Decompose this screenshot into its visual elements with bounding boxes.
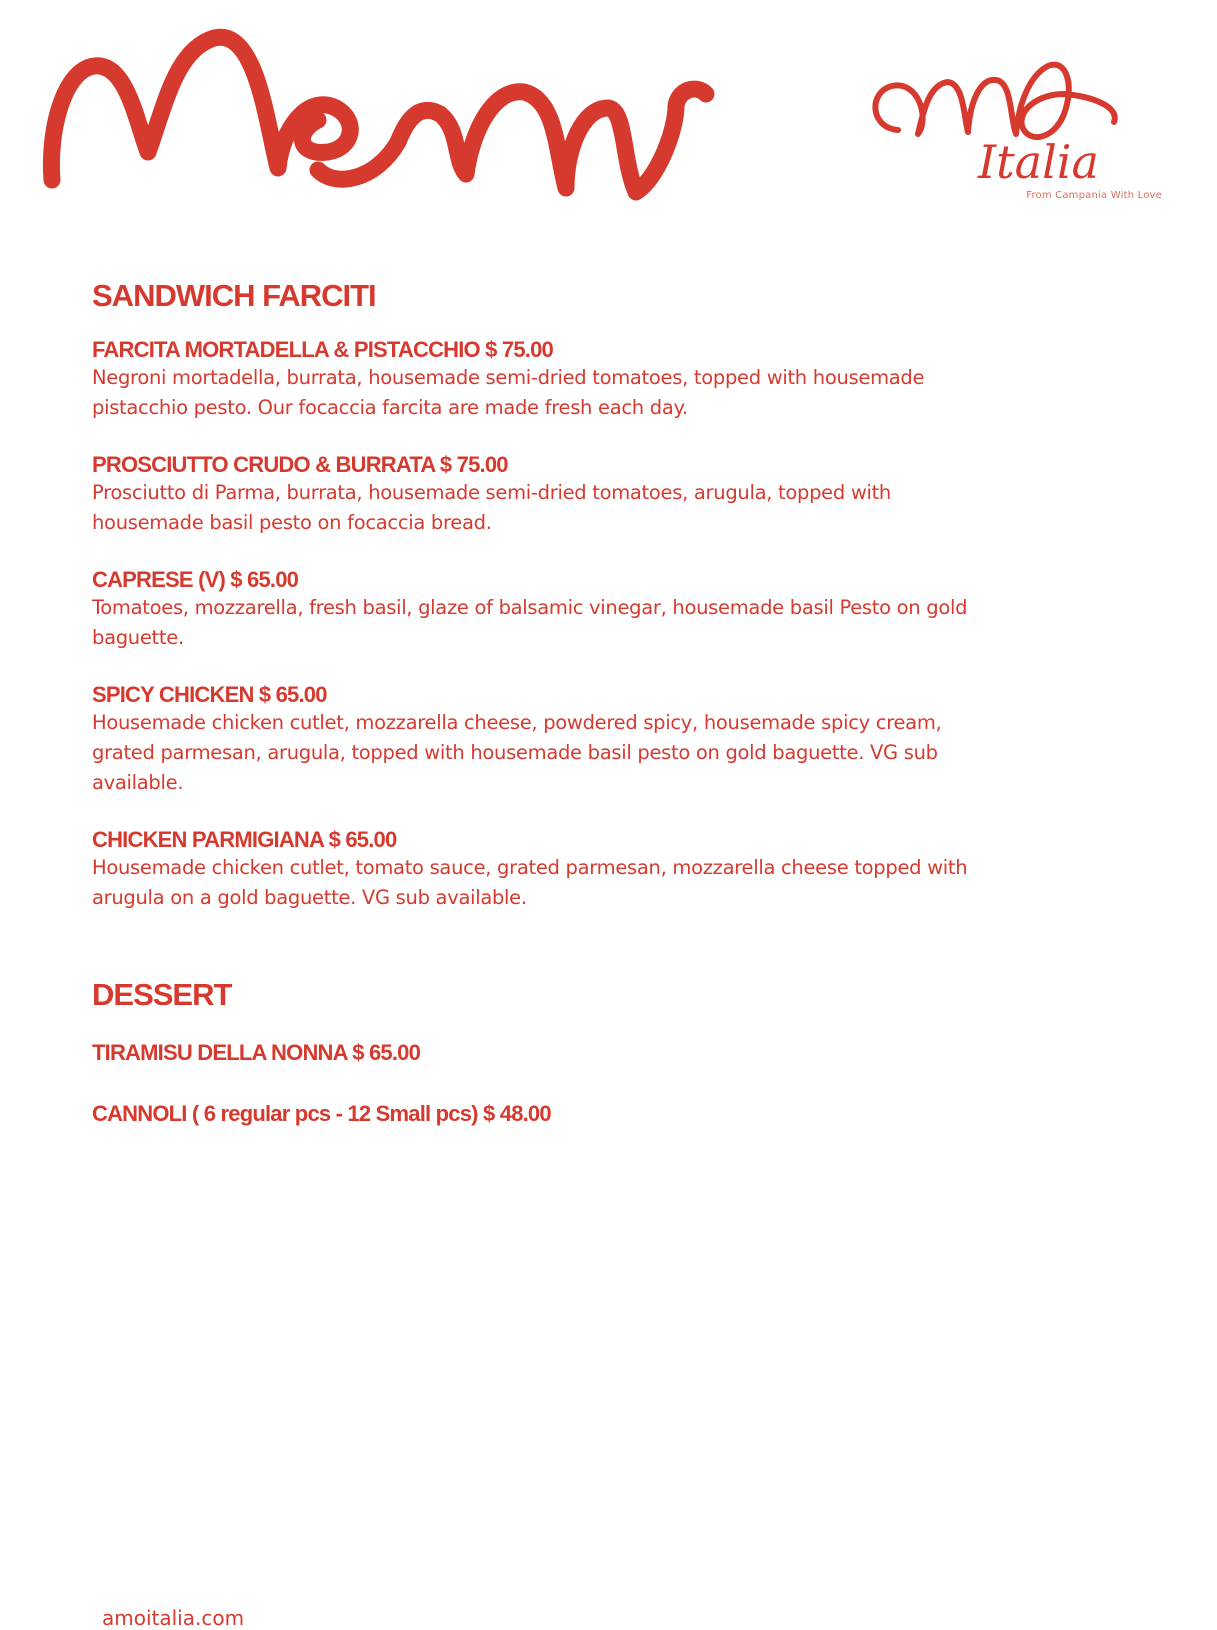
item-description: Housemade chicken cutlet, mozzarella cheese, powdered spicy, housemade spicy cream, grated parmesan, arugula, topped with housemade basil pesto on gold baguette. VG sub available.: [92, 711, 942, 794]
menu-item: TIRAMISU DELLA NONNA $ 65.00: [92, 1040, 421, 1065]
item-title: CAPRESE (V) $ 65.00: [92, 567, 299, 592]
menu-content: [92, 278, 992, 1161]
section-title: DESSERT: [92, 977, 232, 1012]
website-link[interactable]: amoitalia.com: [102, 1606, 245, 1630]
page-header: [0, 0, 1217, 230]
menu-item: [92, 336, 992, 423]
item-title: PROSCIUTTO CRUDO & BURRATA $ 75.00: [92, 452, 508, 477]
item-description: Negroni mortadella, burrata, housemade semi-dried tomatoes, topped with housemade pistacchio pesto. Our focaccia farcita are made fresh each day.: [92, 366, 925, 419]
item-description: Prosciutto di Parma, burrata, housemade semi-dried tomatoes, arugula, topped with housemade basil pesto on focaccia bread.: [92, 481, 891, 534]
menu-item: CANNOLI ( 6 regular pcs - 12 Small pcs) $ 48.00: [92, 1101, 551, 1126]
section-sandwich-farciti: [92, 278, 992, 913]
section-dessert: [92, 977, 992, 1127]
item-title: SPICY CHICKEN $ 65.00: [92, 682, 327, 707]
menu-item: [92, 681, 992, 798]
item-list: [92, 336, 992, 913]
brand-script-text: Italia: [978, 135, 1099, 188]
menu-item: [92, 451, 992, 538]
item-description: Housemade chicken cutlet, tomato sauce, grated parmesan, mozzarella cheese topped with arugula on a gold baguette. VG sub available.: [92, 856, 968, 909]
item-title: CHICKEN PARMIGIANA $ 65.00: [92, 827, 397, 852]
section-title: SANDWICH FARCITI: [92, 278, 376, 313]
item-description: Tomatoes, mozzarella, fresh basil, glaze of balsamic vinegar, housemade basil Pesto on gold baguette.: [92, 596, 968, 649]
amo-italia-logo: [868, 48, 1168, 188]
menu-item: [92, 566, 992, 653]
brand-tagline: From Campania With Love: [1026, 190, 1162, 201]
menu-script-logo: [36, 10, 736, 220]
item-list: [92, 1039, 992, 1127]
item-title: FARCITA MORTADELLA & PISTACCHIO $ 75.00: [92, 337, 553, 362]
menu-item: [92, 826, 992, 913]
